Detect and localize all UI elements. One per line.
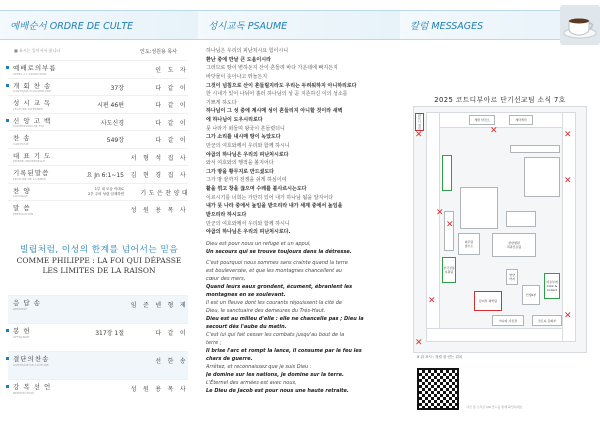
row-person: 성 원 용 목 사 <box>130 207 188 214</box>
x-mark: ✕ <box>490 126 498 136</box>
service-row <box>8 379 188 407</box>
psalm-line: Il brise l'arc et rompt la lance, il consume par le feu les <box>206 348 362 354</box>
sermon-title-fr-1: COMME PHILIPPE : LA FOI QUI DÉPASSE <box>16 256 182 265</box>
row-french: APPEL A L'ADORATION <box>13 71 47 76</box>
psalm-line: Je domine sur les nations, je domine sur la terre. <box>206 372 344 378</box>
psalm-line: 활을 꺾고 창을 끊으며 수레를 불사르시는도다 <box>206 186 307 192</box>
room: 영양 약지 <box>506 269 518 285</box>
coffee-cup-icon <box>560 5 600 45</box>
qr-note: 사진 및 소식은 QR 코드를 통해 확인하세요 <box>466 405 523 409</box>
order-of-service-panel <box>0 0 198 424</box>
psalm-line: montagnes en se soulevant. <box>206 292 286 298</box>
floor-plan <box>413 106 587 353</box>
room <box>444 211 454 251</box>
row-french: REPONSE <box>13 306 28 311</box>
row-detail: 317장 1절 <box>95 330 124 337</box>
psalm-line: est bouleversée, et que les montagnes chancellent au <box>206 268 342 274</box>
row-person: 선 한 송 <box>155 358 188 365</box>
row-french: PREDICATION <box>13 211 34 216</box>
psalm-line: Arrêtez, et reconnaissez que je suis Dieu : <box>206 364 312 370</box>
row-french: BENEDICTION <box>13 390 34 395</box>
service-rows-after <box>8 295 188 407</box>
room: 인생4부 <box>522 285 540 305</box>
psalm-line: 그가 땅을 황무지로 만드셨도다 <box>206 168 275 175</box>
service-rows <box>8 60 188 218</box>
stand-note: ■ 표시는 일어서서 합니다 <box>14 48 61 53</box>
service-row <box>8 95 188 113</box>
room: 코트디 문화부 <box>532 315 562 326</box>
order-header <box>0 10 198 40</box>
psalm-line: 그것이 넘침으로 산이 흔들릴지라도 우리는 두려워하지 아니하리로다 <box>206 82 357 89</box>
psalm-line: 야곱의 하나님은 우리의 피난처시로다 <box>206 151 289 158</box>
service-row <box>8 165 188 183</box>
map-legend: X 위 표시 : 정렬 을 얻는 위치 <box>417 355 463 359</box>
psalm-line: 환난 중에 만날 큰 도움이시라 <box>206 56 271 63</box>
psalm-line: C'est lui qui fait cesser les combats jusqu'au bout de la <box>206 332 345 338</box>
psalm-line: Il est un fleuve dont les courants réjouissent la cité de <box>206 300 342 306</box>
row-french: LOUANGE <box>13 194 28 198</box>
psalm-line: Dieu est au milieu d'elle : elle ne chancelle pas ; Dieu la <box>206 316 364 322</box>
leader-label: 인도:성원용 목사 <box>140 49 178 55</box>
psalm-line: 이르시기를 너희는 가만히 있어 내가 하나님 됨을 알지어다 <box>206 194 334 201</box>
row-french: OFFRANDE <box>13 334 30 339</box>
x-mark: ✕ <box>564 176 572 186</box>
row-detail: 시편 46편 <box>97 102 124 109</box>
psalm-title: 성시교독 PSAUME <box>208 21 288 32</box>
psalm-line: 그가 땅 끝까지 전쟁을 쉬게 하심이여 <box>206 177 287 184</box>
row-person: 서 형 석 집 사 <box>130 154 188 162</box>
sermon-title-fr-2: LES LIMITES DE LA RAISON <box>42 266 156 275</box>
service-row <box>8 183 188 201</box>
row-detail: 37장 <box>110 84 124 92</box>
psalm-line: secourt dès l'aube du matin. <box>206 324 287 330</box>
x-mark: ✕ <box>436 208 444 218</box>
psalm-korean-text <box>206 47 392 237</box>
service-row <box>8 323 188 351</box>
row-title: 대 표 기 도 <box>13 151 52 160</box>
room <box>460 187 498 229</box>
psalm-line: 뭇 나라가 떠들며 왕국이 흔들렸더니 <box>206 125 285 132</box>
row-title: 찬 양 <box>13 186 31 195</box>
psalm-line: Dieu est pour nous un refuge et un appui, <box>206 241 311 247</box>
row-person: 성 원 용 목 사 <box>130 386 188 393</box>
psalm-line: 바닷물이 솟아나고 뛰놀든지 <box>206 73 268 80</box>
psalm-line: 한 시내가 있어 나뉘어 흘러 하나님의 성 곧 지존하신 이의 성소를 <box>206 91 348 98</box>
psalm-line: Un secours qui se trouve toujours dans la détresse. <box>206 249 352 255</box>
row-title: 성 시 교 독 <box>13 99 52 107</box>
row-person: 다 같 이 <box>155 137 188 144</box>
order-title: 예배순서 ORDRE DE CULTE <box>10 21 134 32</box>
psalm-line: terre ; <box>206 340 222 346</box>
room <box>524 157 560 197</box>
service-row <box>8 148 188 166</box>
psalm-panel <box>198 0 400 424</box>
psalm-line: 와서 여호와의 행적을 볼지어다 <box>206 160 274 167</box>
service-row <box>8 113 188 131</box>
room: 아나파 사진관 <box>492 315 524 326</box>
psalm-line: Quand leurs eaux grondent, écument, ébranlent les <box>206 284 353 290</box>
service-row <box>8 60 188 78</box>
row-detail: 요 Jn 6:1~15 <box>86 172 124 179</box>
stand-marker <box>6 385 9 388</box>
room: 세탁맥락 <box>509 115 533 125</box>
row-title: 결단의찬송 <box>13 355 50 363</box>
corridor <box>426 112 576 128</box>
x-mark: ✕ <box>415 338 423 348</box>
row-detail: 1부 내 모습 이대로 2부 주의 성령 임재하면 <box>88 186 124 196</box>
psalm-line: 그가 소리를 내시매 땅이 녹았도다 <box>206 134 281 141</box>
psalm-line: Le Dieu de Jacob est pour nous une haute retraite. <box>206 388 349 394</box>
row-title: 개 회 찬 송 <box>13 81 52 90</box>
room: 세면 한진소 <box>469 115 495 125</box>
row-person: 다 같 이 <box>155 84 188 92</box>
row-french: CANTIQUE D'OUVERTURE <box>13 89 52 93</box>
psalm-line: chars de guerre. <box>206 356 253 362</box>
messages-title: 칼럼 MESSAGES <box>410 21 484 32</box>
room: 파트너 정보 <box>415 113 424 131</box>
sermon-title-ko: 빌립처럼, 이성의 한계를 넘어서는 믿음 <box>19 245 179 255</box>
x-mark: ✕ <box>446 220 454 230</box>
row-detail: 549장 <box>106 137 124 144</box>
room: 의무팀 접수소 <box>458 233 480 255</box>
service-row <box>8 295 188 323</box>
map-title: 2025 코트디부아르 단기선교팀 소식 7호 <box>434 96 566 104</box>
row-title: 응 답 송 <box>13 299 41 307</box>
qr-code-icon[interactable] <box>417 368 459 410</box>
row-person: 기 도 은 찬 양 대 <box>140 189 188 197</box>
row-person: 인 도 자 <box>155 67 188 74</box>
service-row <box>8 351 188 379</box>
room <box>506 211 536 227</box>
psalm-line: 내가 뭇 나라 중에서 높임을 받으리라 내가 세계 중에서 높임을 <box>206 203 343 210</box>
row-title: 찬 송 <box>13 134 31 142</box>
row-french: LECTURE DE LA BIBLE <box>13 176 47 181</box>
room: 선한병원 치과진료팀 <box>492 233 536 257</box>
row-person: 김 현 경 집 사 <box>130 172 188 179</box>
row-person: 다 같 이 <box>155 119 188 127</box>
row-person: 임 준 넨 형 제 <box>130 302 188 309</box>
row-french: PRIERE UNIVERSELLE <box>13 159 46 163</box>
psalm-line: 기쁘게 하도다 <box>206 99 237 106</box>
row-title: 강 복 선 언 <box>13 383 52 391</box>
psalm-line: cœur des mers, <box>206 276 246 282</box>
corridor <box>426 112 440 342</box>
x-mark: ✕ <box>415 130 423 140</box>
psalm-line: C'est pourquoi nous sommes sans crainte quand la terre <box>206 260 348 266</box>
stand-marker <box>6 119 9 122</box>
psalm-line: Dieu, le sanctuaire des demeures du Très-Haut. <box>206 308 326 314</box>
service-row <box>8 78 188 96</box>
stand-marker <box>6 66 9 69</box>
x-mark: ✕ <box>564 130 572 140</box>
coffee-cup-photo <box>560 5 600 45</box>
row-title: 신 앙 고 백 <box>13 116 52 125</box>
row-french: CANTIQUE DE CLOTURE <box>13 362 49 367</box>
room: 한국전통 지원팀 <box>442 257 456 283</box>
corridor <box>426 328 576 342</box>
x-mark: ✕ <box>564 311 572 321</box>
row-french: CONFESSION DE FOI <box>13 124 44 128</box>
row-detail: 사도신경 <box>100 119 124 127</box>
row-title: 봉 헌 <box>13 327 31 335</box>
service-row <box>8 200 188 218</box>
stand-marker <box>6 84 9 87</box>
room: 자유부재 Click & Collect <box>544 273 560 299</box>
psalm-line: 야곱의 하나님은 우리의 피난처시로다. <box>206 229 291 236</box>
psalm-line: 만군의 여호와께서 우리와 함께 하시니 <box>206 142 290 149</box>
psalm-french-text <box>206 240 392 395</box>
row-title: 말 씀 <box>13 204 31 212</box>
row-title: 기록된말씀 <box>13 169 50 177</box>
row-title: 예배로의부름 <box>13 64 57 72</box>
room <box>510 145 560 153</box>
corridor <box>562 112 576 342</box>
stand-marker <box>6 357 9 360</box>
messages-header <box>400 10 600 40</box>
row-french: CANTIQUE <box>13 141 29 146</box>
psalm-line: 그러므로 땅이 변하든지 산이 흔들려 바다 가운데에 빠지든지 <box>206 65 338 72</box>
sermon-title-banner <box>0 237 198 285</box>
service-row <box>8 130 188 148</box>
stand-marker <box>6 329 9 332</box>
row-person: 다 같 이 <box>155 330 188 337</box>
psalm-line: 하나님은 우리의 피난처시요 힘이시니 <box>206 48 289 54</box>
row-person: 다 같 이 <box>155 102 188 109</box>
psalm-line: 하나님이 그 성 중에 계시매 성이 흔들리지 아니할 것이라 새벽 <box>206 108 343 115</box>
psalm-line: 만군의 여호와께서 우리와 함께 하시니 <box>206 220 290 227</box>
room: 담지부 의학팀 <box>474 291 502 311</box>
x-mark: ✕ <box>428 296 436 306</box>
psalm-line: L'Éternel des armées est avec nous, <box>206 380 297 386</box>
room <box>442 155 452 191</box>
psalm-line: 에 하나님이 도우시리로다 <box>206 117 263 123</box>
psalm-line: 받으리라 하시도다 <box>206 211 247 218</box>
row-french: LECTURE ALTERNEE <box>13 106 43 111</box>
psalm-header <box>198 10 400 40</box>
